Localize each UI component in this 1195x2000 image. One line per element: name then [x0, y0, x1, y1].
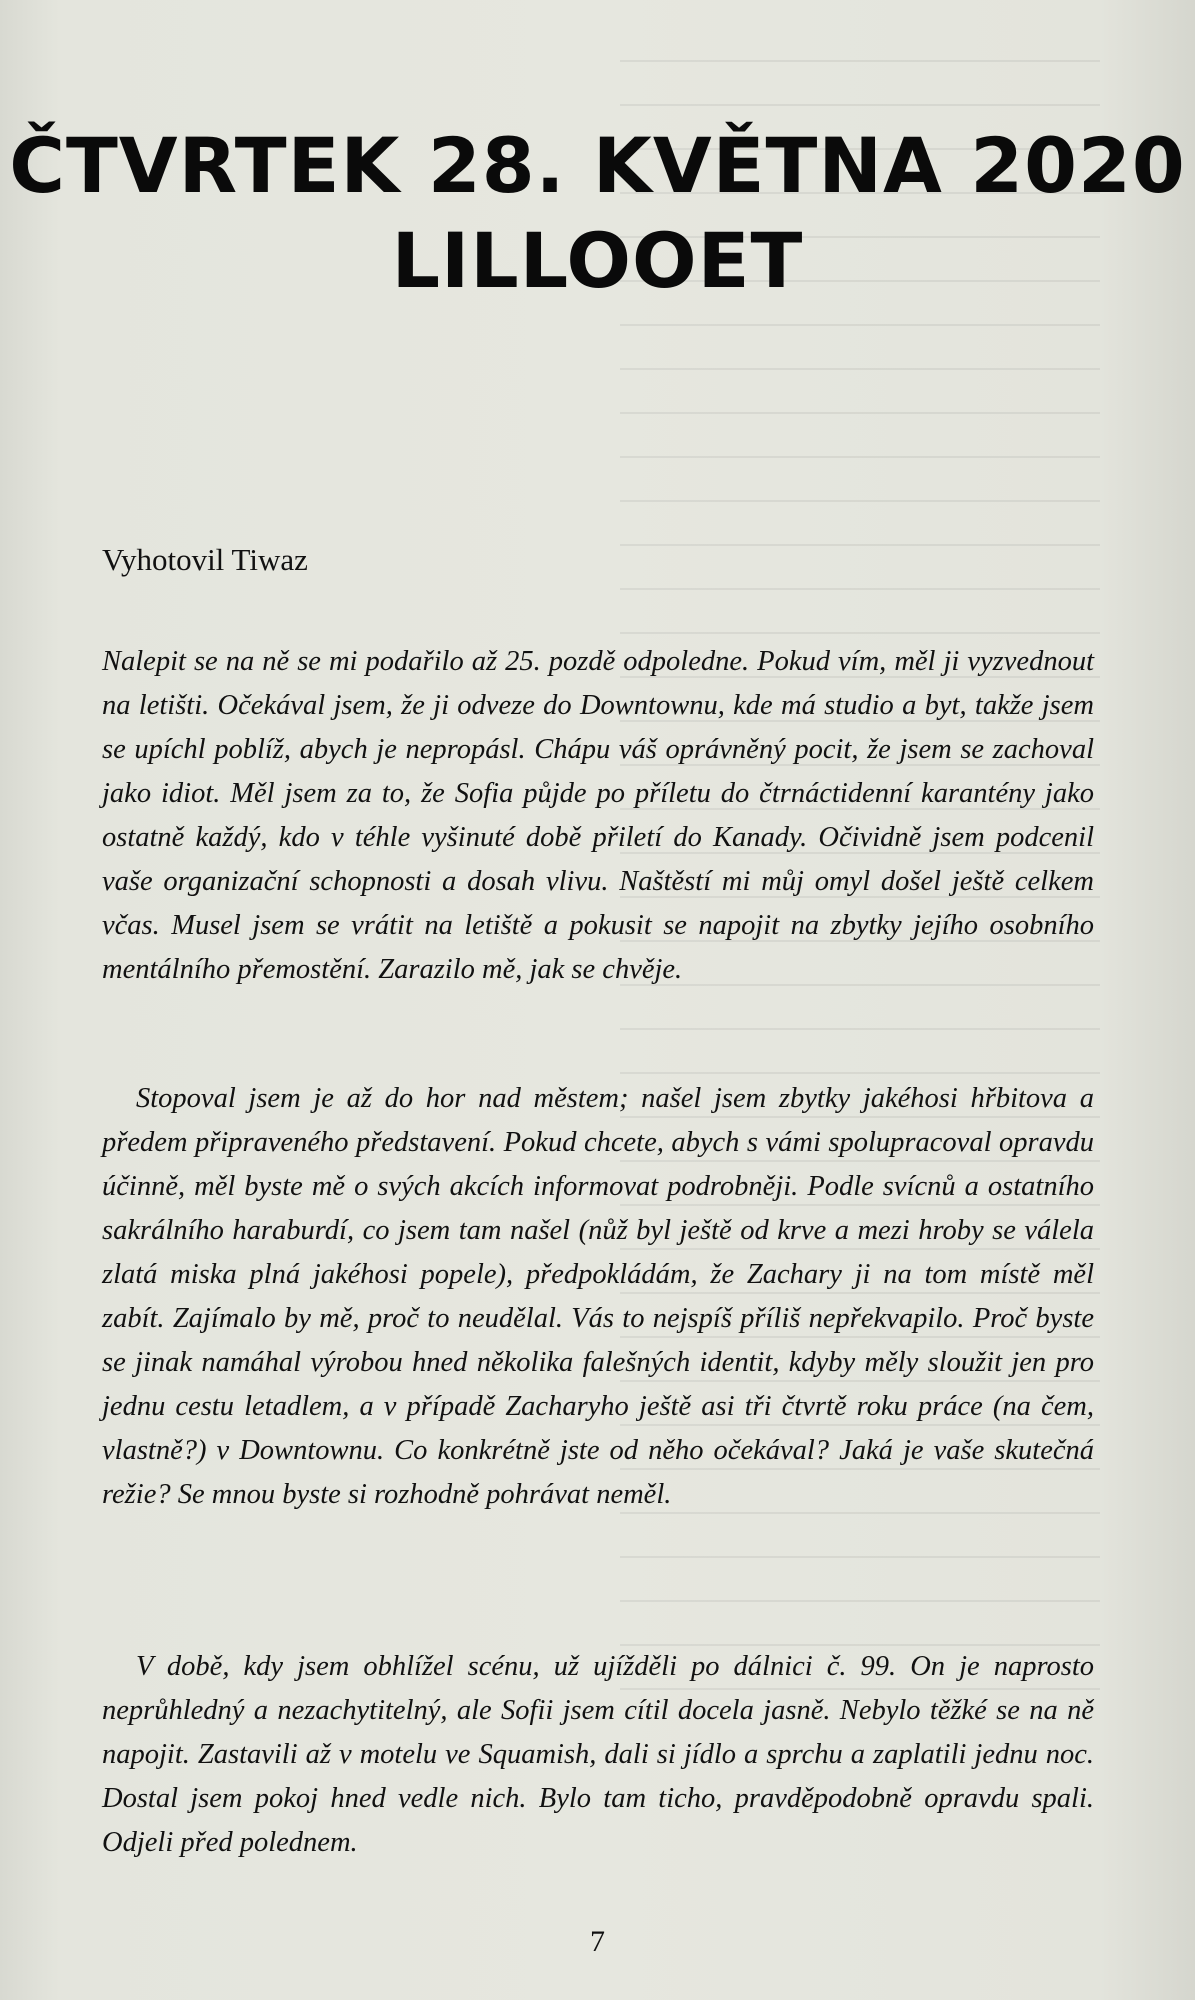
body-paragraph: V době, kdy jsem obhlížel scénu, už ujížděli po dálnici č. 99. On je naprosto neprůhledný a nezachytitelný, ale Sofii jsem cítil docela jasně. Nebylo těžké se na ně napojit. Zastavili až v motelu ve Squamish, dali si jídlo a sprchu a zaplatili jednu noc. Dostal jsem pokoj hned vedle nich. Bylo tam ticho, pravděpodobně opravdu spali. Odjeli před polednem. [102, 1651, 1094, 1858]
author-line: Vyhotovil Tiwaz [102, 542, 308, 577]
chapter-date: ČTVRTEK 28. KVĚTNA 2020 [9, 121, 1186, 210]
chapter-title [0, 118, 1195, 308]
body-paragraph: Stopoval jsem je až do hor nad městem; našel jsem zbytky jakéhosi hřbitova a předem připraveného představení. Pokud chcete, abych s vámi spolupracoval opravdu účinně, měl byste mě o svých akcích informovat podrobněji. Podle svícnů a ostatního sakrálního haraburdí, co jsem tam našel (nůž byl ještě od krve a mezi hroby se válela zlatá miska plná jakéhosi popele), předpokládám, že Zachary ji na tom místě měl zabít. Zajímalo by mě, proč to neudělal. Vás to nejspíš příliš nepřekvapilo. Proč byste se jinak namáhal výrobou hned několika falešných identit, kdyby měly sloužit jen pro jednu cestu letadlem, a v případě Zacharyho ještě asi tři čtvrtě roku práce (na čem, vlastně?) v Downtownu. Co konkrétně jste od něho očekával? Jaká je vaše skutečná režie? Se mnou byste si rozhodně pohrávat neměl. [102, 1083, 1094, 1510]
chapter-place: LILLOOET [391, 216, 804, 305]
body-paragraph: Nalepit se na ně se mi podařilo až 25. pozdě odpoledne. Pokud vím, měl ji vyzvednout na letišti. Očekával jsem, že ji odveze do Downtownu, kde má studio a byt, takže jsem se upíchl poblíž, abych je nepropásl. Chápu váš oprávněný pocit, že jsem se zachoval jako idiot. Měl jsem za to, že Sofia půjde po příletu do čtrnáctidenní karantény jako ostatně každý, kdo v téhle vyšinuté době přiletí do Kanady. Očividně jsem podcenil vaše organizační schopnosti a dosah vlivu. Naštěstí mi můj omyl došel ještě celkem včas. Musel jsem se vrátit na letiště a pokusit se napojit na zbytky jejího osobního mentálního přemostění. Zarazilo mě, jak se chvěje. [102, 646, 1094, 985]
page-number: 7 [590, 1925, 605, 1958]
